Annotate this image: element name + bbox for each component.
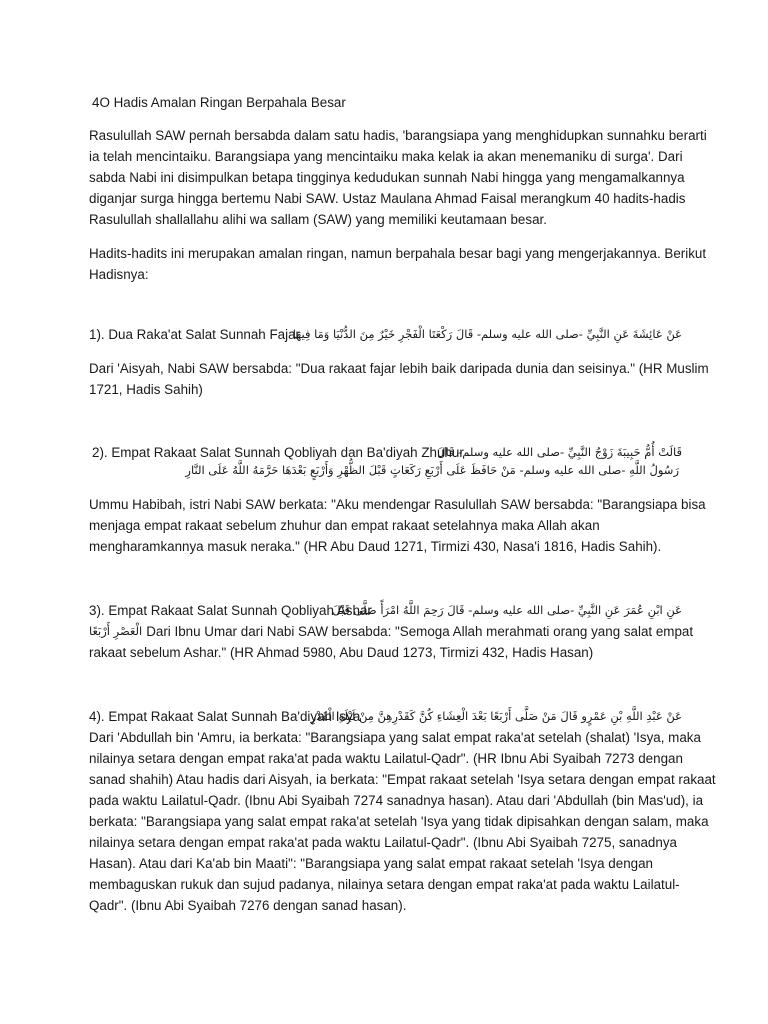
hadith-4-heading: 4). Empat Rakaat Salat Sunnah Ba'diyah Isya [89,709,361,724]
hadith-4-translation-line: pada waktu Lailatul-Qadr. (Ibnu Abi Syaibah 7274 sanadnya hasan). Atau dari 'Abdullah (bin Mas'ud), ia [89,793,704,808]
intro-line: diganjar surga hingga bertemu Nabi SAW. Ustaz Maulana Ahmad Faisal merangkum 40 hadits-hadis [89,191,686,206]
hadith-3-heading: 3). Empat Rakaat Salat Sunnah Qobliyah Ashar [89,603,372,618]
hadith-4-translation-line: berkata: "Barangsiapa yang salat empat raka'at setelah 'Isya yang tidak dipisahkan dengan salam, maka [89,814,709,829]
hadith-2-translation-line: mengharamkannya masuk neraka." (HR Abu Daud 1271, Tirmizi 430, Nasa'i 1816, Hadis Sahih). [89,539,662,554]
hadith-4-translation-line: nilainya setara dengan empat raka'at pada waktu Lailatul-Qadr". (Ibnu Abi Syaibah 7275, sanadnya [89,835,677,850]
hadith-4-translation-line: nilainya setara dengan empat raka'at pada waktu Lailatul-Qadr". (HR Ibnu Abi Syaibah 7273 dengan [89,751,683,766]
hadith-1-arabic: عَنْ عَائِشَةَ عَنِ النَّبِيِّ -صلى الله عليه وسلم- قَالَ رَكْعَتَا الْفَجْرِ خَيْرٌ مِنَ الدُّنْيَا وَمَا فِيهَا [292,327,682,341]
hadith-4-arabic: عَنْ عَبْدِ اللَّهِ بْنِ عَمْرٍو قَالَ مَنْ صَلَّى أَرْبَعًا بَعْدَ الْعِشَاءِ كُنَّ كَقَدْرِهِنَّ مِنْ لَيْلَةِ الْقَدْرِ [310,709,682,723]
hadith-2-translation-line: Ummu Habibah, istri Nabi SAW berkata: "Aku mendengar Rasulullah SAW bersabda: "Barangsiapa bisa [89,497,706,512]
hadith-4-translation-line: Hasan). Atau dari Ka'ab bin Maati": "Barangsiapa yang salat empat rakaat setelah 'Isya dengan [89,856,653,871]
hadith-3-translation-line: rakaat sebelum Ashar." (HR Ahmad 5980, Abu Daud 1273, Tirmizi 432, Hadis Hasan) [89,645,594,660]
hadith-3-arabic-line-2: الْعَصْرِ أَرْبَعًا [89,624,143,638]
hadith-4-translation-line: sanad shahih) Atau hadis dari Aisyah, ia berkata: "Empat rakaat setelah 'Isya setara dengan empat rakaat [89,772,716,787]
hadith-2-arabic-line-1: قَالَتْ أُمُّ حَبِيبَةَ زَوْجُ النَّبِيِّ -صلى الله عليه وسلم- قَالَ [437,445,682,459]
hadith-2-heading: 2). Empat Rakaat Salat Sunnah Qobliyah dan Ba'diyah Zhuhur [92,445,464,460]
intro-line: Rasulullah SAW pernah bersabda dalam satu hadis, 'barangsiapa yang menghidupkan sunnahku berarti [89,128,707,143]
hadith-4-translation-line: membaguskan rukuk dan sujud padanya, nilainya setara dengan empat raka'at pada waktu Lailatul- [89,877,680,892]
intro-line: ia telah mencintaiku. Barangsiapa yang mencintaiku maka kelak ia akan menemaniku di surga'. Dari [89,149,683,164]
hadith-2-arabic-line-2: رَسُولُ اللَّهِ -صلى الله عليه وسلم- مَنْ حَافَظَ عَلَى أَرْبَعِ رَكَعَاتٍ قَبْلَ الظُّهْرِ وَأَرْبَعٍ بَعْدَهَا حَرَّمَهُ اللَّهُ عَلَى النَّارِ [185,463,679,477]
hadith-4-translation-line: Dari 'Abdullah bin 'Amru, ia berkata: "Barangsiapa yang salat empat raka'at setelah (shalat) 'Isya, maka [89,730,701,745]
hadith-1-translation-line: Dari 'Aisyah, Nabi SAW bersabda: "Dua rakaat fajar lebih baik daripada dunia dan seisinya." (HR Muslim [89,361,709,376]
hadith-3-translation-line: Dari Ibnu Umar dari Nabi SAW bersabda: "Semoga Allah merahmati orang yang salat empat [146,624,694,639]
lead-line: Hadits-hadits ini merupakan amalan ringan, namun berpahala besar bagi yang mengerjakannya. Berikut [89,246,707,261]
document-title: 4O Hadis Amalan Ringan Berpahala Besar [92,95,346,110]
hadith-3-translation-row [89,621,694,642]
intro-line: Rasulullah shallallahu alihi wa sallam (SAW) yang memiliki keutamaan besar. [89,212,547,227]
hadith-1-translation-line: 1721, Hadis Sahih) [89,382,203,397]
hadith-2-translation-line: menjaga empat rakaat sebelum zhuhur dan empat rakaat setelahnya maka Allah akan [89,518,600,533]
hadith-3-arabic-line-1: عَنِ ابْنِ عُمَرَ عَنِ النَّبِيِّ -صلى الله عليه وسلم- قَالَ رَحِمَ اللَّهُ امْرَأً صَلَّى قَبْلَ [332,603,682,617]
lead-line: Hadisnya: [89,267,149,282]
intro-line: sabda Nabi ini disimpulkan betapa tingginya kedudukan sunnah Nabi hingga yang mengamalkannya [89,170,685,185]
hadith-1-heading: 1). Dua Raka'at Salat Sunnah Fajar [89,327,300,342]
hadith-4-translation-line: Qadr". (Ibnu Abi Syaibah 7276 dengan sanad hasan). [89,898,407,913]
